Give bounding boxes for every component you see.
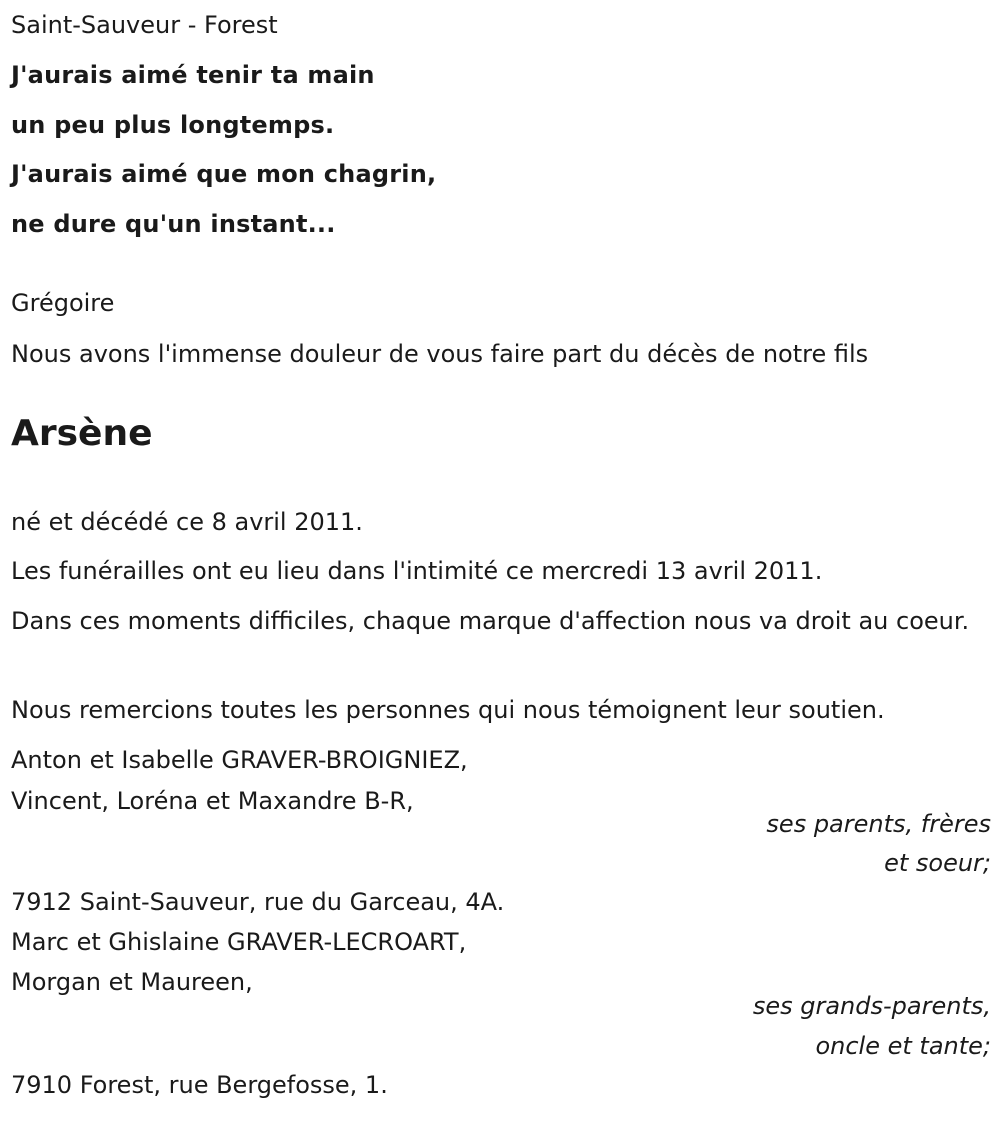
parents-address: 7912 Saint-Sauveur, rue du Garceau, 4A.	[11, 888, 505, 916]
parents-role-line-1: ses parents, frères	[766, 810, 991, 838]
poem-line-3: J'aurais aimé que mon chagrin,	[11, 160, 437, 188]
grandparents-role-line-2: oncle et tante;	[815, 1032, 991, 1060]
grandparents-role-line-1: ses grands-parents,	[752, 992, 991, 1020]
parents-names: Anton et Isabelle GRAVER-BROIGNIEZ,	[11, 746, 468, 774]
birth-death-date: né et décédé ce 8 avril 2011.	[11, 508, 363, 536]
poem-line-2: un peu plus longtemps.	[11, 111, 335, 139]
sibling-name: Grégoire	[11, 289, 115, 317]
poem-line-4: ne dure qu'un instant...	[11, 210, 336, 238]
siblings-names: Vincent, Loréna et Maxandre B-R,	[11, 787, 414, 815]
thanks-text: Nous remercions toutes les personnes qui nous témoignent leur soutien.	[11, 696, 885, 724]
grandparents-names: Marc et Ghislaine GRAVER-LECROART,	[11, 928, 467, 956]
grandparents-address: 7910 Forest, rue Bergefosse, 1.	[11, 1071, 388, 1099]
affection-text: Dans ces moments difficiles, chaque marque d'affection nous va droit au coeur.	[11, 607, 970, 635]
parents-role-line-2: et soeur;	[884, 849, 991, 877]
funeral-info: Les funérailles ont eu lieu dans l'intimité ce mercredi 13 avril 2011.	[11, 557, 823, 585]
poem-line-1: J'aurais aimé tenir ta main	[11, 61, 375, 89]
location-heading: Saint-Sauveur - Forest	[11, 11, 278, 39]
announcement-text: Nous avons l'immense douleur de vous faire part du décès de notre fils	[11, 340, 869, 368]
deceased-name: Arsène	[11, 413, 153, 454]
uncle-aunt-names: Morgan et Maureen,	[11, 968, 253, 996]
